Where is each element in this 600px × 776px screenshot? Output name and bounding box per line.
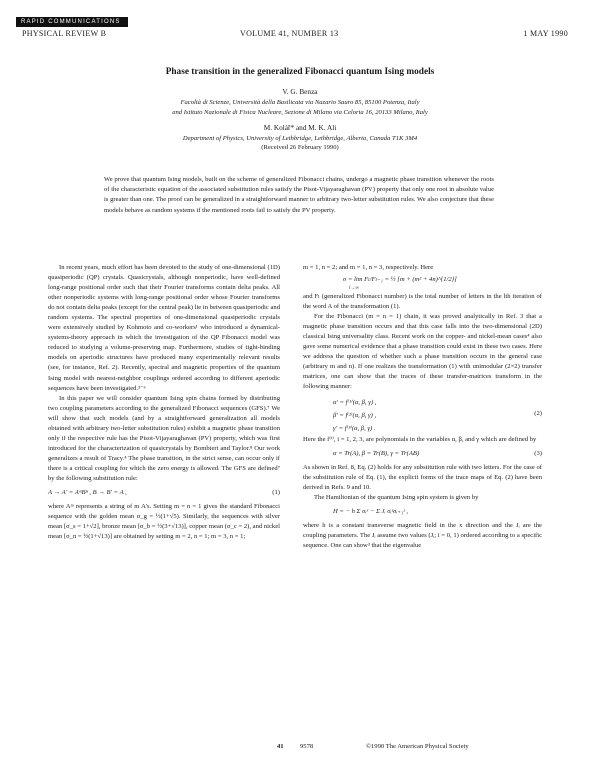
equation-1-number: (1) <box>272 489 280 497</box>
equation-sigma-body: σ = lim Fₗ/Fₗ₋₁ = ½ [m + (m² + 4n)^{1/2}] <box>343 276 457 284</box>
equation-3-body: α = Tr(A), β = Tr(B), γ = Tr(AB) <box>333 449 420 457</box>
journal-name: PHYSICAL REVIEW B <box>22 29 107 38</box>
volume-number: VOLUME 41, NUMBER 13 <box>240 29 339 38</box>
affiliation-1a: Facoltà di Scienze, Università della Basilicata via Nazario Sauro 85, 85100 Potenza, Italy <box>180 99 420 106</box>
author-2: M. Kolář* and M. K. Ali <box>263 123 337 132</box>
equation-sigma <box>303 273 542 292</box>
equation-1 <box>48 484 280 502</box>
equation-sigma-limit: l→∞ <box>349 286 359 292</box>
right-para-6: The Hamiltonian of the quantum Ising spin system is given by <box>314 493 479 501</box>
left-column <box>48 263 280 542</box>
equation-3-number: (3) <box>534 449 542 457</box>
page-number: 9578 <box>300 743 314 750</box>
right-para-4: Here the f⁽ⁱ⁾, i = 1, 2, 3, are polynomials in the variables α, β, and γ which are defined by <box>303 435 537 443</box>
right-para-2: and Fₗ (generalized Fibonacci number) is the total number of letters in the lth iteration of the word A of the transformation (1). <box>303 293 542 311</box>
author-1: V. G. Benza <box>282 87 318 96</box>
left-para-3: where Aᵐ represents a string of m A's. Setting m = n = 1 gives the standard Fibonacci sequence with the golden mean σ_g = ½(1+√5). Similarly, the sequences with silver mean [σ_s = 1+√2], bronze mean [σ_b = ½(3+√13)], copper mean (σ_c = 2), and nickel mean [σ_n = ½(1+√13)] are obtained by setting m = 2, n = 1; m = 3, n = 1; <box>48 503 280 541</box>
paper-title: Phase transition in the generalized Fibonacci quantum Ising models <box>165 67 435 77</box>
volume-footer: 41 <box>277 743 284 750</box>
section-banner: RAPID COMMUNICATIONS <box>16 17 128 27</box>
issue-date: 1 MAY 1990 <box>523 29 568 38</box>
right-para-7: where h is a constant transverse magnetic field in the x direction and the Jᵢ are the coupling parameters. The Jᵢ assume two values (Jᵢ; i = 0, 1) ordered according to a specific sequence. One can show³ that the eigenvalue <box>303 521 542 549</box>
received-date: (Received 26 February 1990) <box>261 144 339 151</box>
equation-2b: β′ = f⁽²⁾(α, β, γ) , <box>333 411 377 419</box>
equation-2a: α′ = f⁽¹⁾(α, β, γ) , <box>333 398 377 406</box>
right-column <box>303 263 542 551</box>
right-para-3: For the Fibonacci (m = n = 1) chain, it was proved analytically in Ref. 3 that a magnetic phase transition occurs and that this case falls into the two-dimensional (2D) classical Ising universality class. Recent work on the copper- and nickel-mean cases⁴ also gave some numerical evidence that a phase transition could exist in these two cases. Here we address the question of whether such a phase transition occurs in the general case (arbitrary m and n). If one realizes the transformation (1) with unimodular (2×2) transfer matrices, one can show that the traces of these transfer-matrices transform in the following manner: <box>303 313 542 391</box>
left-para-1: In recent years, much effort has been devoted to the study of one-dimensional (1D) quasiperiodic (QP) crystals. Quasicrystals, although nonperiodic, have well-defined long-range positional order such that their Fourier transforms contain delta peaks. All other nonperiodic systems with long-range positional order whose Fourier transforms do not contain delta peaks (except for the central peak) lie in between quasiperiodic and random systems. The spectral properties of one-dimensional quasiperiodic crystals were extensively studied by Kohmoto and co-workers¹ who introduced a dynamical-systems-theory approach in which the investigation of the QP Fibonacci model was reduced to studying a volume-preserving map. Furthermore, studies of tight-binding models on aperiodic structures have produced many experimentally relevant results (see, for instance, Ref. 2). Recently, spectral and magnetic properties of the quantum Ising model with nearest-neighbor couplings ordered according to different aperiodic sequences have been investigated.³⁻⁶ <box>48 264 280 392</box>
affiliation-1b: and Istituto Nazionale di Fisica Nucleare, Sezione di Milano via Celoria 16, 20133 Milano, Italy <box>172 109 428 116</box>
equation-2 <box>303 396 542 435</box>
equation-2c: γ′ = f⁽³⁾(α, β, γ) . <box>333 424 376 432</box>
equation-2-number: (2) <box>534 409 542 417</box>
right-para-5: As shown in Ref. 8, Eq. (2) holds for any substitution rule with two letters. For the case of the substitution rule of Eq. (1), the explicit forms of the trace maps of Eq. (2) have been derived in Refs. 9 and 10. <box>303 463 542 491</box>
copyright: ©1990 The American Physical Society <box>366 743 469 750</box>
equation-3 <box>303 445 542 463</box>
abstract: We prove that quantum Ising models, built on the scheme of generalized Fibonacci chains, undergo a magnetic phase transition whenever the roots of the characteristic equation of the associated substitution rules satisfy the Pisot-Vijayaraghavan (PV) property that only one root in absolute value is greater than one. The proof can be generalized in a straightforward manner to arbitrary two-letter substitution rules. We also conjecture that these models behave as random systems if the mentioned roots fail to satisfy the PV property. <box>104 176 494 214</box>
affiliation-2: Department of Physics, University of Lethbridge, Lethbridge, Alberta, Canada T1K 3M4 <box>182 135 418 142</box>
equation-1-body: A → A′ = AᵐBⁿ , B → B′ = A , <box>48 489 127 497</box>
left-para-2: In this paper we will consider quantum Ising spin chains formed by distributing two coupling parameters according to the generalized Fibonacci sequences (GFS).⁷ We will show that such models (and by a straightforward generalization all models obtained with arbitrary two-letter substitution rules) exhibit a magnetic phase transition only if the respective rule has the Pisot-Vijayaraghavan (PV) property, which was first introduced for the characterization of quasicrystals by Bombieri and Taylor.⁸ Our work generalizes a result of Tracy.⁴ The phase transition, in the strict sense, can occur only if there is a critical coupling for which the zero energy is allowed. The GFS are defined⁷ by the following substitution rule: <box>48 394 280 482</box>
equation-hamiltonian: H = − h Σ σᵢˣ − Σ Jᵢ σᵢᶻσᵢ₊₁ᶻ , <box>333 507 409 515</box>
right-para-1: m = 1, n = 2; and m = 1, n = 3, respectively. Here <box>303 264 434 271</box>
